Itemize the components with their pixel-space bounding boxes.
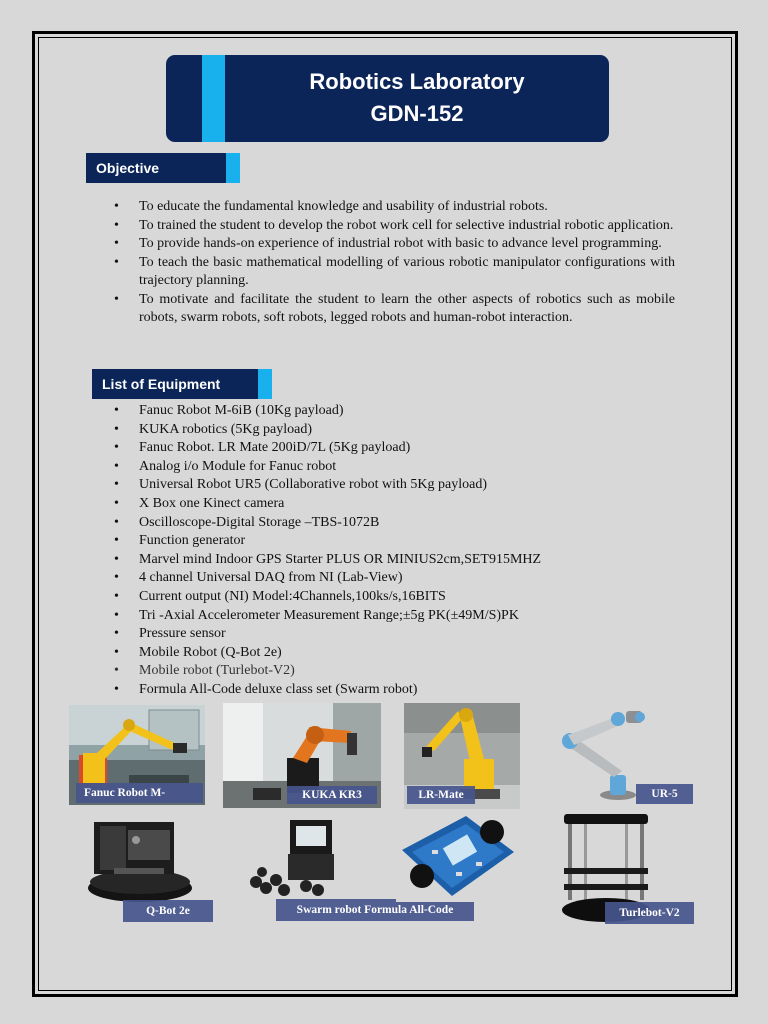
equipment-item: • Universal Robot UR5 (Collaborative robot with 5Kg payload) <box>114 476 675 495</box>
equipment-item: • Mobile robot (Turlebot-V2) <box>114 662 675 681</box>
swarm-caption: Swarm robot Formula All-Code <box>276 899 474 921</box>
objective-item: • To provide hands-on experience of industrial robot with basic to advance level programming. <box>114 235 675 254</box>
room-number: GDN-152 <box>370 101 464 126</box>
title-banner <box>166 55 609 142</box>
lrmate-caption: LR-Mate <box>407 786 475 804</box>
ur5-caption: UR-5 <box>636 784 693 804</box>
equipment-item: • Pressure sensor <box>114 625 675 644</box>
equipment-item: • Fanuc Robot M-6iB (10Kg payload) <box>114 402 675 421</box>
qbot-robot-photo <box>84 818 194 904</box>
formula-allcode-photo <box>396 810 518 902</box>
objective-heading <box>86 153 240 183</box>
equipment-item: • Tri -Axial Accelerometer Measurement Range;±5g PK(±49M/S)PK <box>114 607 675 626</box>
equipment-item: • Analog i/o Module for Fanuc robot <box>114 458 675 477</box>
qbot-caption: Q-Bot 2e <box>123 900 213 922</box>
objective-heading-label: Objective <box>96 160 160 176</box>
formula-allcode-illustration <box>396 810 518 902</box>
title-accent-bar <box>202 55 225 142</box>
qbot-robot-illustration <box>84 818 194 904</box>
fanuc-caption: Fanuc Robot M- <box>76 783 203 803</box>
equipment-heading-label: List of Equipment <box>102 376 221 392</box>
kuka-caption: KUKA KR3 <box>287 786 377 804</box>
lab-title: Robotics Laboratory <box>309 69 525 94</box>
equipment-item: • Mobile Robot (Q-Bot 2e) <box>114 644 675 663</box>
objective-list <box>114 198 675 328</box>
equipment-item: • Marvel mind Indoor GPS Starter PLUS OR MINIUS2cm,SET915MHZ <box>114 551 675 570</box>
equipment-item: • Current output (NI) Model:4Channels,100ks/s,16BITS <box>114 588 675 607</box>
objective-item: • To motivate and facilitate the student to learn the other aspects of robotics such as mobile robots, swarm robots, soft robots, legged robots and human-robot interaction. <box>114 291 675 328</box>
equipment-item: • KUKA robotics (5Kg payload) <box>114 421 675 440</box>
objective-heading-accent <box>226 153 240 183</box>
equipment-list <box>114 402 675 700</box>
equipment-heading <box>92 369 272 399</box>
swarm-robots-photo <box>246 818 344 896</box>
objective-item: • To teach the basic mathematical modelling of various robotic manipulator configurations with trajectory planning. <box>114 254 675 291</box>
equipment-item: • 4 channel Universal DAQ from NI (Lab-View) <box>114 569 675 588</box>
objective-item: • To trained the student to develop the robot work cell for selective industrial robotic application. <box>114 217 675 236</box>
equipment-item: • Function generator <box>114 532 675 551</box>
equipment-item: • Formula All-Code deluxe class set (Swarm robot) <box>114 681 675 700</box>
turtlebot-caption: Turlebot-V2 <box>605 902 694 924</box>
equipment-item: • Fanuc Robot. LR Mate 200iD/7L (5Kg payload) <box>114 439 675 458</box>
equipment-item: • X Box one Kinect camera <box>114 495 675 514</box>
objective-item: • To educate the fundamental knowledge and usability of industrial robots. <box>114 198 675 217</box>
equipment-item: • Oscilloscope-Digital Storage –TBS-1072B <box>114 514 675 533</box>
swarm-robots-illustration <box>246 818 344 896</box>
equipment-heading-accent <box>258 369 272 399</box>
